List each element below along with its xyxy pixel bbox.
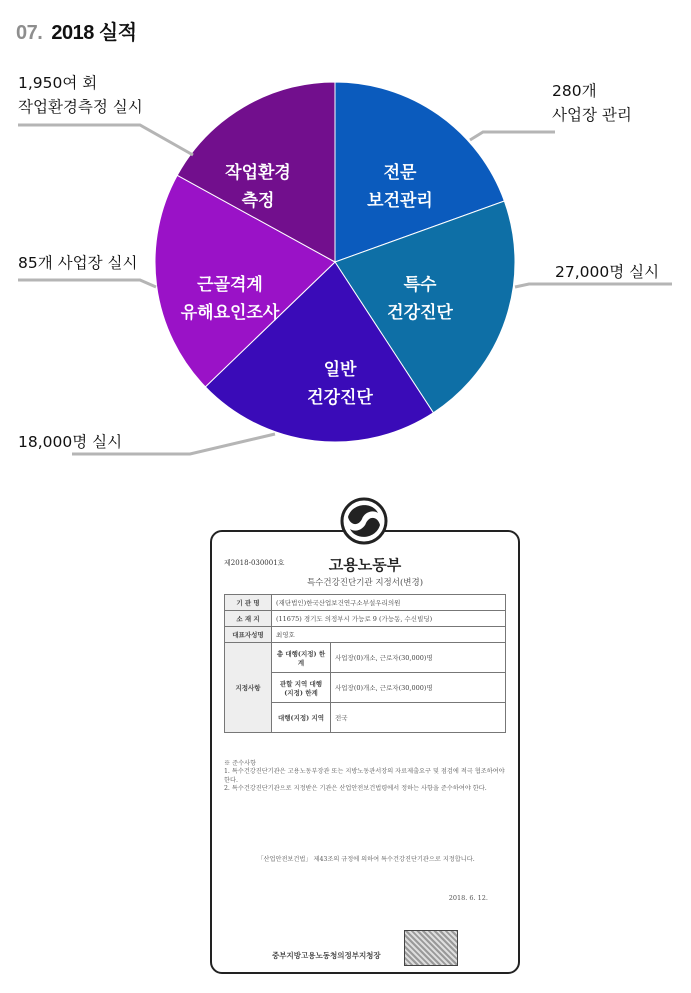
scope1-value: 사업장(0)개소, 근로자(30,000)명: [331, 643, 506, 673]
certificate-subtitle: 특수건강진단기관 지정서(변경): [306, 578, 424, 588]
annotation-label: 18,000명 실시: [18, 433, 123, 451]
org-label: 기 관 명: [225, 595, 272, 611]
scope3-value: 전국: [331, 703, 506, 733]
slice-label: 일반 건강진단: [307, 360, 373, 408]
law-statement: 「산업안전보건법」 제43조의 규정에 의하여 특수건강진단기관으로 지정합니다.: [257, 856, 475, 863]
official-seal: [404, 930, 458, 966]
slice-label: 전문 보건관리: [367, 163, 433, 211]
addr-label: 소 재 지: [225, 611, 272, 627]
scope1-label: 총 대행(지정) 한계: [272, 643, 331, 673]
certificate-notes: [224, 760, 509, 793]
certificate-document: [210, 530, 520, 974]
note-heading: ※ 준수사항: [224, 760, 257, 767]
table-row: [225, 611, 506, 627]
scope2-label: 관할 지역 대행(지정) 한계: [272, 673, 331, 703]
pie-chart: [0, 0, 691, 480]
slice-label: 근골격계 유해요인조사: [180, 275, 280, 323]
note-item: 1. 특수건강진단기관은 고용노동부장관 또는 지방노동관서장의 자료제출요구 및 점검에 적극 협조하여야 한다.: [224, 768, 505, 784]
scope2-value: 사업장(0)개소, 근로자(30,000)명: [331, 673, 506, 703]
leader-line-1: [470, 132, 555, 140]
scope3-label: 대행(지정) 지역: [272, 703, 331, 733]
issue-date: 2018. 6. 12.: [448, 894, 488, 902]
leader-line-4: [18, 280, 156, 287]
rep-value: 최영호: [272, 627, 506, 643]
org-value: (재단법인)한국산업보건연구소부설우리의원: [272, 595, 506, 611]
addr-value: (11675) 경기도 의정부시 가능로 9 (가능동, 수신빌딩): [272, 611, 506, 627]
section-title: 2018 실적: [51, 22, 137, 44]
scope-label: 지정사항: [225, 643, 272, 733]
certificate-image: [210, 495, 520, 980]
slice-label: 특수 건강진단: [387, 275, 453, 323]
issuer-name: 중부지방고용노동청의정부지청장: [272, 951, 381, 960]
ministry-name: 고용노동부: [328, 556, 402, 574]
annotation-label: 85개 사업장 실시: [18, 254, 138, 272]
leader-line-5: [18, 125, 193, 155]
slice-label: 작업환경 측정: [225, 163, 291, 211]
leader-line-2: [515, 284, 672, 287]
certificate-table: [224, 594, 506, 733]
government-emblem-icon: [338, 495, 390, 547]
annotation-label: 280개 사업장 관리: [552, 82, 632, 124]
annotation-label: 1,950여 회 작업환경측정 실시: [18, 74, 143, 116]
table-row: [225, 595, 506, 611]
note-item: 2. 특수건강진단기관으로 지정받은 기관은 산업안전보건법령에서 정하는 사항을 준수하여야 한다.: [224, 785, 487, 793]
annotation-label: 27,000명 실시: [555, 263, 660, 281]
table-row: [225, 643, 506, 673]
table-row: [225, 627, 506, 643]
rep-label: 대표자성명: [225, 627, 272, 643]
registration-number: 제2018-030001호: [224, 559, 285, 567]
section-number: 07.: [16, 22, 43, 44]
